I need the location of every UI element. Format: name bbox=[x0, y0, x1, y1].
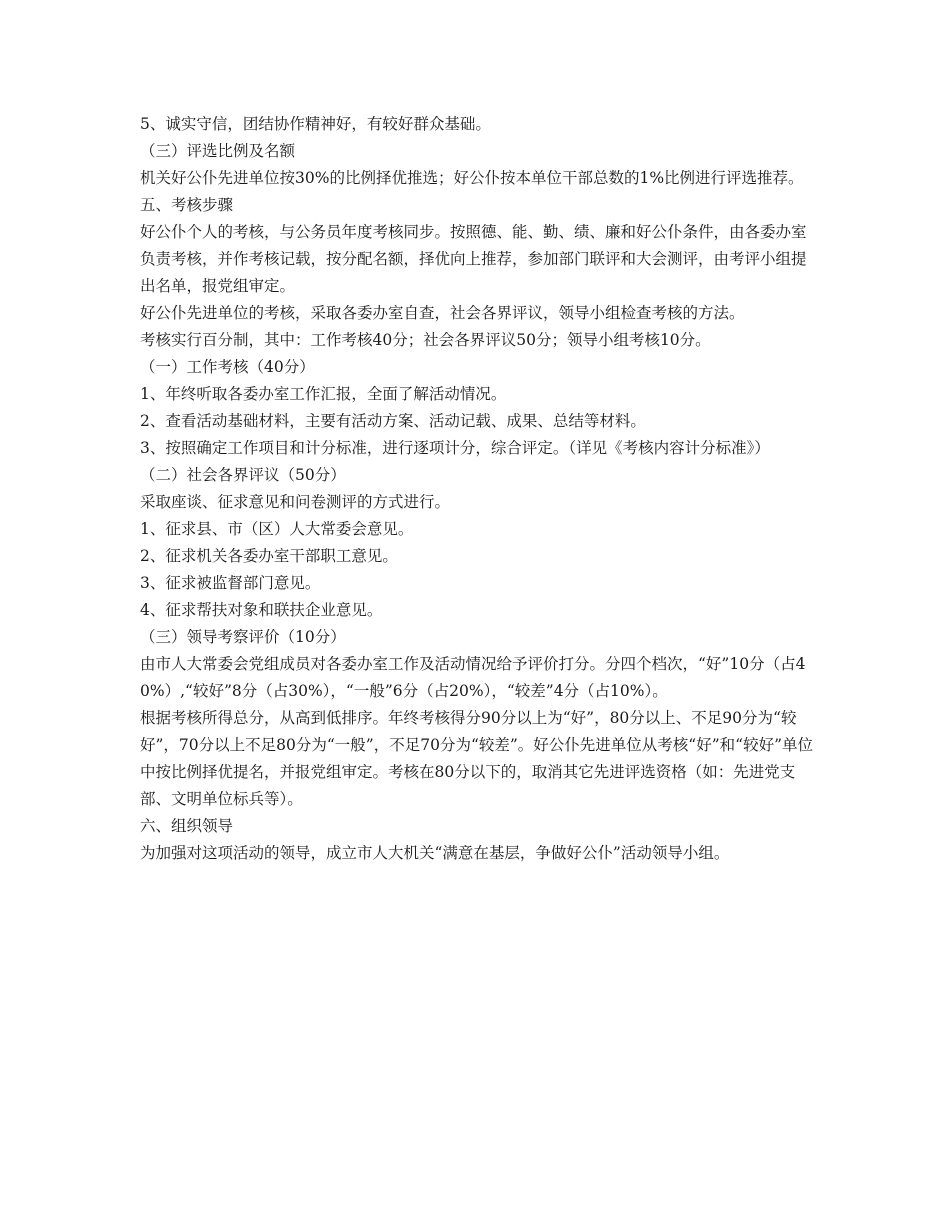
list-item-work-2: 2、查看活动基础材料，主要有活动方案、活动记载、成果、总结等材料。 bbox=[140, 412, 646, 430]
list-item-work-1: 1、年终听取各委办室工作汇报，全面了解活动情况。 bbox=[140, 385, 507, 403]
list-item-honesty: 5、诚实守信，团结协作精神好，有较好群众基础。 bbox=[140, 115, 491, 133]
paragraph-ranking-rules: 根据考核所得总分，从高到低排序。年终考核得分90分以上为“好”，80分以上、不足90分为“较好”，70分以上不足80分为“一般”，不足70分为“较差”。好公仆先进单位从考核“好”和“较好”单位中按比例择优提名，并报党组审定。考核在80分以下的，取消其它先进评选资格（如：先进党支部、文明单位标兵等）。 bbox=[140, 709, 813, 808]
section-heading-organization: 六、组织领导 bbox=[140, 817, 234, 835]
section-heading-assessment-steps: 五、考核步骤 bbox=[140, 196, 234, 214]
paragraph-leadership-group: 为加强对这项活动的领导，成立市人大机关“满意在基层，争做好公仆”活动领导小组。 bbox=[140, 844, 730, 862]
paragraph-selection-ratio: 机关好公仆先进单位按30%的比例择优推选；好公仆按本单位干部总数的1%比例进行评选推荐。 bbox=[140, 169, 804, 187]
paragraph-unit-assessment: 好公仆先进单位的考核，采取各委办室自查，社会各界评议，领导小组检查考核的方法。 bbox=[140, 304, 745, 322]
document-body bbox=[140, 111, 816, 867]
section-heading-work-assessment: （一）工作考核（40分） bbox=[140, 358, 315, 376]
section-heading-selection-ratio: （三）评选比例及名额 bbox=[140, 142, 296, 160]
list-item-review-4: 4、征求帮扶对象和联扶企业意见。 bbox=[140, 601, 383, 619]
paragraph-evaluation-grades: 由市人大常委会党组成员对各委办室工作及活动情况给予评价打分。分四个档次，“好”10分（占40%）,“较好”8分（占30%），“一般”6分（占20%），“较差”4分（占10%）。 bbox=[140, 655, 806, 700]
paragraph-scoring-system: 考核实行百分制，其中：工作考核40分；社会各界评议50分；领导小组考核10分。 bbox=[140, 331, 711, 349]
section-heading-public-review: （二）社会各界评议（50分） bbox=[140, 466, 346, 484]
list-item-work-3: 3、按照确定工作项目和计分标准，进行逐项计分，综合评定。（详见《考核内容计分标准》） bbox=[140, 439, 770, 457]
paragraph-public-review-method: 采取座谈、征求意见和问卷测评的方式进行。 bbox=[140, 493, 451, 511]
section-heading-leadership-evaluation: （三）领导考察评价（10分） bbox=[140, 628, 346, 646]
list-item-review-1: 1、征求县、市（区）人大常委会意见。 bbox=[140, 520, 414, 538]
paragraph-individual-assessment: 好公仆个人的考核，与公务员年度考核同步。按照德、能、勤、绩、廉和好公仆条件，由各委办室负责考核，并作考核记载，按分配名额，择优向上推荐，参加部门联评和大会测评，由考评小组提出名单，报党组审定。 bbox=[140, 223, 807, 295]
list-item-review-2: 2、征求机关各委办室干部职工意见。 bbox=[140, 547, 398, 565]
list-item-review-3: 3、征求被监督部门意见。 bbox=[140, 574, 321, 592]
